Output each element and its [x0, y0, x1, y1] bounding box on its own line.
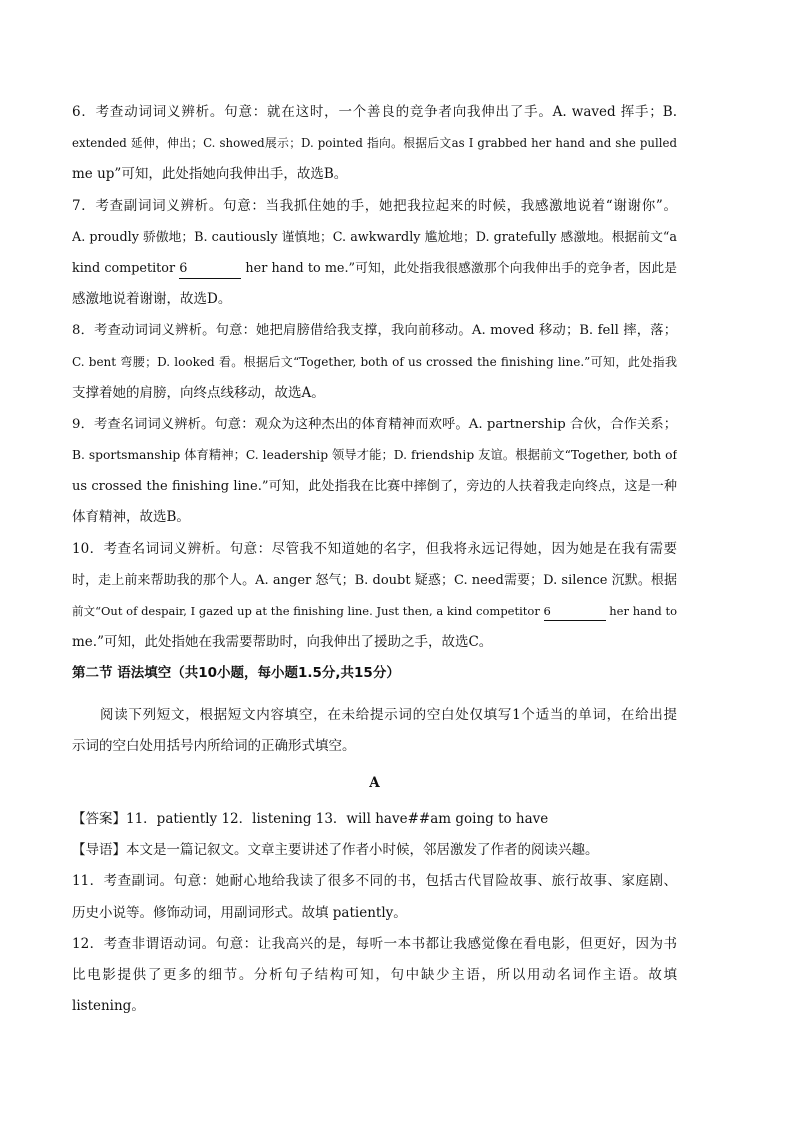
explanation-11: [72, 866, 677, 928]
explanation-6: [72, 97, 677, 191]
blank-number: 6: [544, 602, 606, 621]
answer-key-page: [72, 97, 677, 1022]
text-line: 8．考查动词词义辨析。句意：她把肩膀借给我支撑，我向前移动。A. moved 移动；B. fell 摔，落；: [72, 323, 677, 339]
text-line-with-blank: [72, 253, 677, 284]
text-line: 比电影提供了更多的细节。分析句子结构可知，句中缺少主语，所以用动名词作主语。故填: [72, 966, 677, 983]
passage-label: A: [369, 774, 380, 791]
text-line: C. bent 弯腰；D. looked 看。根据后文“Together, both of us crossed the finishing line.”可知，此处指我: [72, 354, 677, 369]
text-line: 示词的空白处用括号内所给词的正确形式填空。: [72, 737, 356, 754]
text-line: 10．考查名词词义辨析。句意：尽管我不知道她的名字，但我将永远记得她，因为她是在我有需要: [72, 540, 677, 557]
text-line: us crossed the finishing line.”可知，此处指我在比赛中摔倒了，旁边的人扶着我走向终点，这是一种: [72, 479, 677, 495]
text-line: 体育精神，故选B。: [72, 509, 190, 526]
explanation-12: [72, 929, 677, 1023]
text-line: me.”可知，此处指她在我需要帮助时，向我伸出了援助之手，故选C。: [72, 634, 493, 651]
explanation-9: [72, 409, 677, 534]
section-heading: 第二节 语法填空（共10小题，每小题1.5分,共15分）: [72, 665, 400, 682]
text-line: 12．考查非谓语动词。句意：让我高兴的是，每听一本书都让我感觉像在看电影，但更好，因为书: [72, 935, 677, 952]
explanation-7: [72, 191, 677, 316]
text-line: 11．考查副词。句意：她耐心地给我读了很多不同的书，包括古代冒险故事、旅行故事、家庭剧、: [72, 873, 677, 890]
explanation-8: [72, 315, 677, 409]
text-fragment: 前文“Out of despair, I gazed up at the finishing line. Just then, a kind competitor: [72, 604, 544, 618]
instructions: [72, 700, 677, 762]
blank-number: 6: [179, 260, 241, 279]
spacer: [72, 690, 677, 700]
explanation-10: [72, 534, 677, 659]
text-line: me up”可知，此处指她向我伸出手，故选B。: [72, 166, 348, 183]
text-line: 时，走上前来帮助我的那个人。A. anger 怒气；B. doubt 疑惑；C. need需要；D. silence 沉默。根据: [72, 572, 677, 588]
text-line: 支撑着她的肩膀，向终点线移动，故选A。: [72, 384, 325, 401]
text-fragment: her hand to: [605, 604, 677, 618]
text-fragment: her hand to me.”可知，此处指我很感激那个向我伸出手的竞争者，因此是: [241, 260, 677, 276]
text-line: 9．考查名词词义辨析。句意：观众为这种杰出的体育精神而欢呼。A. partnership 合伙，合作关系；: [72, 416, 677, 432]
text-line: 历史小说等。修饰动词，用副词形式。故填 patiently。: [72, 904, 407, 921]
text-line-with-blank: [72, 596, 677, 627]
text-line: 阅读下列短文，根据短文内容填空，在未给提示词的空白处仅填写1个适当的单词，在给出提: [100, 706, 677, 723]
text-line: 感激地说着谢谢，故选D。: [72, 291, 232, 308]
text-line: 6．考查动词词义辨析。句意：就在这时，一个善良的竞争者向我伸出了手。A. waved 挥手；B.: [72, 104, 677, 120]
text-fragment: kind competitor: [72, 260, 180, 276]
text-line: extended 延伸，伸出；C. showed展示；D. pointed 指向。根据后文as I grabbed her hand and she pulled: [72, 136, 677, 151]
text-line: B. sportsmanship 体育精神；C. leadership 领导才能；D. friendship 友谊。根据前文“Together, both of: [72, 448, 677, 463]
text-line: 7．考查副词词义辨析。句意：当我抓住她的手，她把我拉起来的时候，我感激地说着“谢谢你”。: [72, 197, 677, 214]
text-line: A. proudly 骄傲地；B. cautiously 谨慎地；C. awkwardly 尴尬地；D. gratefully 感激地。根据前文“a: [72, 229, 677, 245]
answer-line: 【答案】11．patiently 12．listening 13．will have##am going to have: [72, 810, 549, 827]
guide-line: 【导语】本文是一篇记叙文。文章主要讲述了作者小时候，邻居激发了作者的阅读兴趣。: [72, 842, 599, 859]
text-line: listening。: [72, 998, 145, 1015]
